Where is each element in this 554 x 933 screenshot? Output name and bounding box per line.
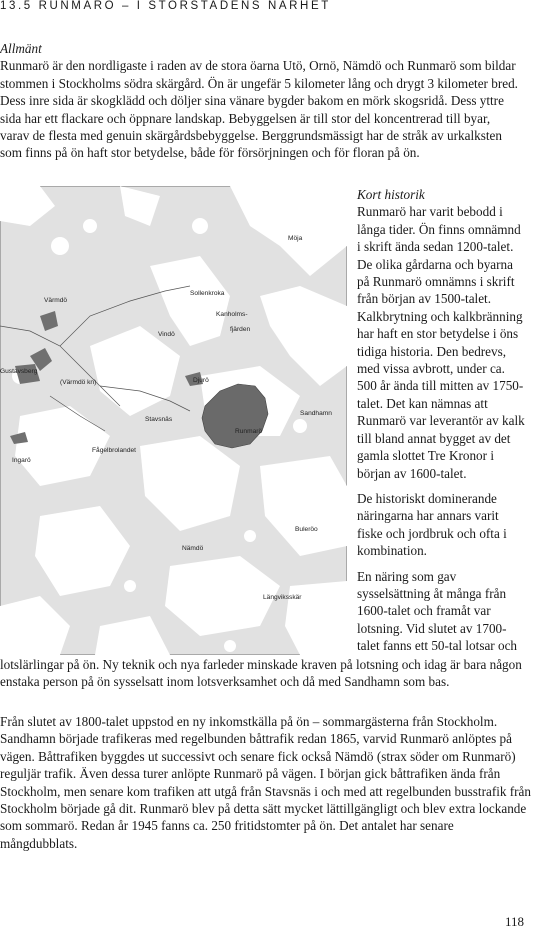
page-number: 118 bbox=[504, 914, 524, 929]
map-label: fjärden bbox=[230, 326, 251, 333]
map-label: Nämdö bbox=[182, 545, 204, 552]
history-heading: Kort historik bbox=[357, 187, 425, 202]
running-header: 13.5 RUNMARÖ – I STORSTADENS NÄRHET bbox=[0, 0, 331, 12]
continuation-paragraph: lotslärlingar på ön. Ny teknik och nya farleder minskade kraven på lotsning och idag är bara någon enstaka person på ön sysselsatt inom lotsverksamhet och då med Sandhamn som bas. bbox=[0, 657, 522, 690]
map-label: Vindö bbox=[158, 331, 175, 338]
map-label: Djurö bbox=[193, 377, 209, 384]
intro-section bbox=[0, 40, 522, 162]
history-paragraph-3: En näring som gav sysselsättning åt många från 1600-talet och framåt var lotsning. Vid slutet av 1700-talet fanns ett 50-tal lotsar och bbox=[357, 568, 518, 654]
map-label: Fågelbrolandet bbox=[92, 447, 136, 454]
map-label: Runmarö bbox=[235, 428, 263, 435]
archipelago-map bbox=[0, 186, 347, 655]
intro-paragraph: Runmarö är den nordligaste i raden av de stora öarna Utö, Ornö, Nämdö och Runmarö som bildar stommen i Stockholms södra skärgård. Ön är ungefär 5 kilometer lång och drygt 3 kilometer bred. Dess inre sida är skogklädd och döljer sina vänare bygder bakom en mörk skogsridå. Dess yttre sida har ett flackare och öppnare landskap. Bebyggelsen är till stor del koncentrerad till byar, varav de flesta med genuin skärgårdsbebyggelse. Berggrundsmässigt har de stråk av urkalksten som finns på ön haft stor betydelse, både för försörjningen och för floran på ön. bbox=[0, 58, 518, 161]
map-label: Värmdö bbox=[44, 297, 68, 304]
map-label: (Värmdö kn) bbox=[60, 379, 97, 386]
map-label: Sandhamn bbox=[300, 410, 332, 417]
map-label: Buleröo bbox=[295, 526, 318, 533]
map-label: Sollenkroka bbox=[190, 290, 225, 297]
map-label: Gustavsberg bbox=[0, 368, 38, 375]
summer-guests-paragraph: Från slutet av 1800-talet uppstod en ny inkomstkälla på ön – sommargästerna från Stockholm. Sandhamn började trafikeras med regelbunden båttrafik redan 1865, varvid Runmarö anlöptes på vägen. Båttrafiken byggdes ut successivt och senare fick också Nämdö (strax söder om Runmarö) reguljär trafik. Även dessa turer anlöpte Runmarö på vägen. I början gick båttrafiken ända från Stockholm, men senare kom trafiken att utgå från Stavsnäs i och med att regelbunden busstrafik från Stockholm började gå dit. Runmarö blev på detta sätt mycket lättillgängligt och blev extra lockande som sommarö. Redan år 1945 fanns ca. 250 fritidstomter på ön. Det antalet har senare mångdubblats. bbox=[0, 714, 532, 851]
history-paragraph-1: Runmarö har varit bebodd i långa tider. Ön finns omnämnd i skrift ända sedan 1200-talet. De olika gårdarna och byarna på Runmarö omnämns i skrift från början av 1500-talet. Kalkbrytning och kalkbränning har haft en stor betydelse i öns tidiga historia. Den bedrevs, med vissa avbrott, under ca. 500 år ända till mitten av 1750-talet. Det kan nämnas att Runmarö var leverantör av kalk till bland annat bygget av det gamla slottet Tre Kronor i början av 1600-talet. bbox=[357, 204, 525, 481]
history-sidebar bbox=[357, 186, 525, 663]
map-label: Ingarö bbox=[12, 457, 31, 464]
map-label: Stavsnäs bbox=[145, 416, 173, 423]
intro-heading: Allmänt bbox=[0, 41, 42, 56]
map-label: Längviksskär bbox=[263, 594, 302, 601]
map-label: Kanholms- bbox=[216, 311, 248, 318]
map-label: Möja bbox=[288, 235, 303, 242]
history-paragraph-2: De historiskt dominerande näringarna har annars varit fiske och jordbruk och ofta i kombination. bbox=[357, 490, 507, 559]
